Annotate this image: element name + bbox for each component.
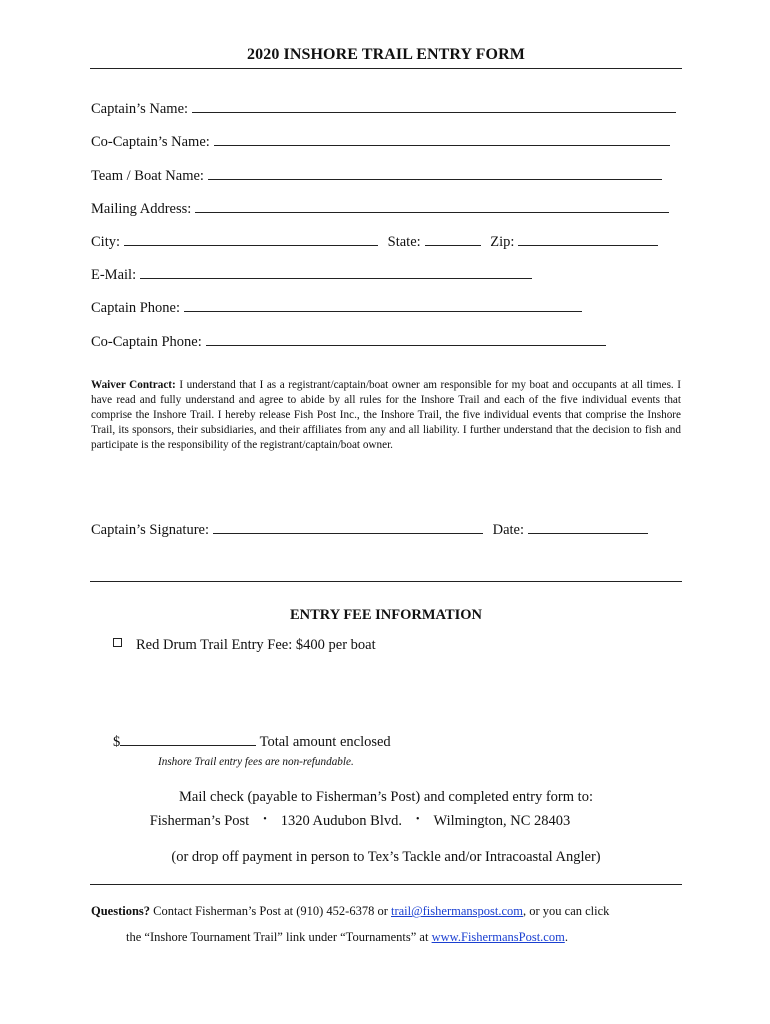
total-amount-blank[interactable] (120, 733, 256, 746)
zip-label: Zip: (490, 234, 515, 250)
address-name: Fisherman’s Post (149, 813, 250, 829)
date-label: Date: (492, 522, 525, 538)
footer-divider (90, 884, 682, 885)
co-captain-name-blank[interactable] (214, 133, 670, 146)
mailing-address-row (91, 200, 669, 218)
captain-name-label: Captain’s Name: (91, 101, 189, 117)
waiver-contract (91, 378, 681, 453)
email-link[interactable]: trail@fishermanspost.com (391, 904, 523, 918)
signature-row (91, 521, 648, 539)
city-state-zip-row (91, 233, 658, 251)
bullet-separator: • (415, 814, 420, 825)
team-boat-name-blank[interactable] (208, 167, 662, 180)
questions-text: Contact Fisherman’s Post at (910) 452-6378 or (153, 904, 388, 918)
team-boat-name-label: Team / Boat Name: (91, 168, 204, 184)
questions-line-1 (91, 904, 609, 919)
dollar-sign: $ (113, 734, 121, 750)
email-blank[interactable] (140, 266, 532, 279)
title-divider (90, 68, 682, 69)
email-label: E-Mail: (91, 267, 137, 283)
questions-line2-text: the “Inshore Tournament Trail” link under “Tournaments” at (126, 930, 429, 944)
entry-fee-option (113, 637, 376, 654)
entry-fee-option-label: Red Drum Trail Entry Fee: $400 per boat (136, 637, 376, 653)
form-title: 2020 INSHORE TRAIL ENTRY FORM (247, 46, 525, 63)
section-divider (90, 581, 682, 582)
entry-fee-title: ENTRY FEE INFORMATION (289, 607, 483, 623)
questions-line-2 (126, 930, 568, 945)
city-blank[interactable] (124, 233, 378, 246)
questions-line2-end: . (564, 930, 568, 944)
mailing-address-blank[interactable] (195, 200, 669, 213)
team-boat-name-row (91, 167, 662, 185)
captain-phone-blank[interactable] (184, 299, 582, 312)
address-city: Wilmington, NC 28403 (433, 813, 571, 829)
non-refundable-note: Inshore Trail entry fees are non-refundable. (158, 756, 354, 768)
captain-signature-label: Captain’s Signature: (91, 522, 209, 538)
captain-phone-label: Captain Phone: (91, 300, 181, 316)
address-street: 1320 Audubon Blvd. (280, 813, 402, 829)
mail-instruction: Mail check (payable to Fisherman’s Post) and completed entry form to: (179, 789, 593, 805)
captain-name-blank[interactable] (192, 100, 676, 113)
email-row (91, 266, 532, 284)
captain-phone-row (91, 299, 582, 317)
waiver-text: I understand that I as a registrant/captain/boat owner am responsible for my boat and occupants at all times. I have read and fully understand and agree to abide by all rules for the Inshore Trail and each of the five individual events that comprise the Inshore Trail. I hereby release Fish Post Inc., the Inshore Trail, the five individual events that comprise the Inshore Trail, its sponsors, their subsidiaries, and their affiliates from any and all liability. I further understand that the decision to fish and participate is the responsibility of the registrant/captain/boat owner. (91, 379, 681, 451)
total-amount-label: Total amount enclosed (259, 734, 391, 750)
co-captain-name-row (91, 133, 670, 151)
waiver-heading: Waiver Contract: (91, 379, 176, 391)
questions-text-after-email: , or you can click (522, 904, 610, 918)
drop-off-note: (or drop off payment in person to Tex’s Tackle and/or Intracoastal Angler) (171, 849, 601, 865)
website-link[interactable]: www.FishermansPost.com (431, 930, 565, 944)
co-captain-phone-row (91, 333, 606, 351)
state-label: State: (387, 234, 421, 250)
mailing-address-line (64, 813, 656, 830)
city-label: City: (91, 234, 121, 250)
questions-label: Questions? (91, 904, 151, 918)
captain-name-row (91, 100, 676, 118)
co-captain-name-label: Co-Captain’s Name: (91, 134, 210, 150)
captain-signature-blank[interactable] (213, 521, 483, 534)
co-captain-phone-label: Co-Captain Phone: (91, 334, 202, 350)
co-captain-phone-blank[interactable] (206, 333, 606, 346)
date-blank[interactable] (528, 521, 648, 534)
total-amount-row (113, 733, 391, 751)
bullet-separator: • (263, 814, 267, 825)
entry-fee-checkbox[interactable] (113, 638, 122, 647)
state-blank[interactable] (425, 233, 481, 246)
mailing-address-label: Mailing Address: (91, 201, 192, 217)
zip-blank[interactable] (518, 233, 658, 246)
